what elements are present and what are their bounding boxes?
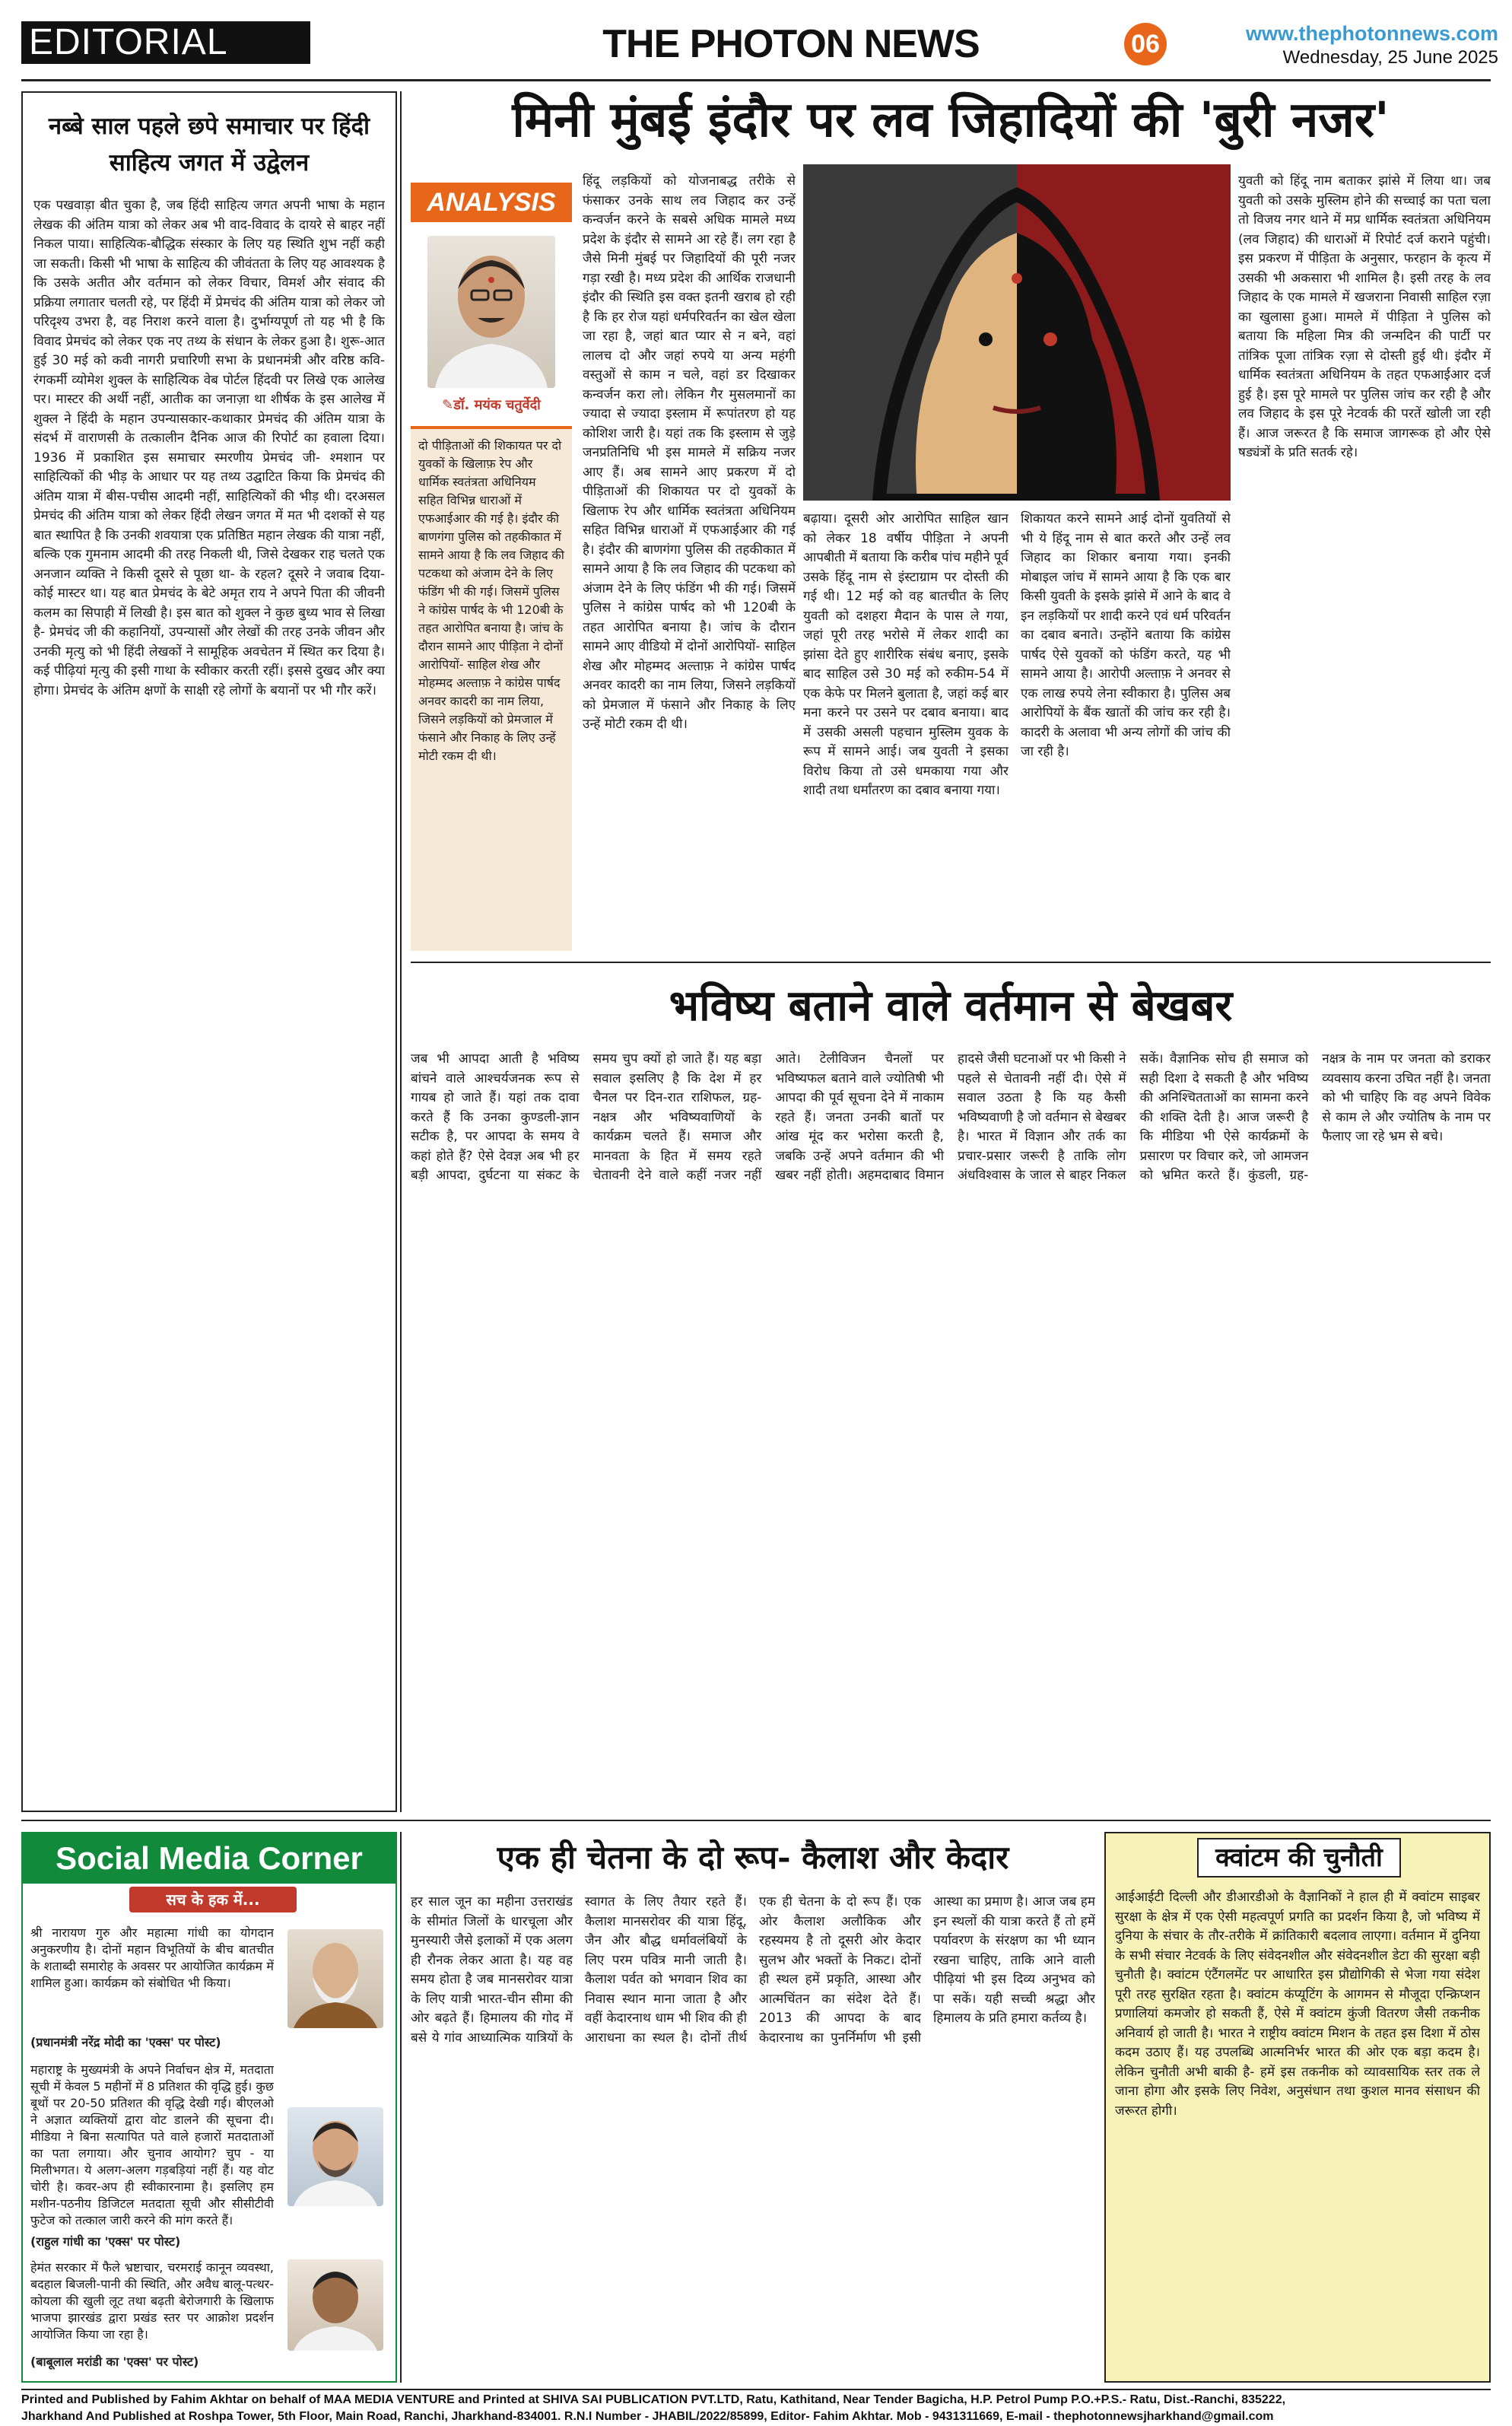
page-number-badge: 06: [1124, 23, 1167, 65]
social-post-2-credit: (राहुल गांधी का 'एक्स' पर पोस्ट): [30, 2234, 181, 2249]
masthead-rule: [21, 79, 1491, 81]
main-story-rule: [411, 962, 1491, 963]
section-label: EDITORIAL: [21, 21, 310, 64]
social-post-1-credit: (प्रधानमंत्री नरेंद्र मोदी का 'एक्स' पर पोस्ट): [30, 2035, 221, 2049]
bottom-left-divider: [400, 1832, 402, 2383]
main-story-col3: शिकायत करने सामने आई दोनों युवतियों से भी ये हिंदू नाम से बात करते और उन्हें लव जिहाद का शिकार बनाया गया। इनकी मोबाइल जांच में सामने आया है कि एक बार किसी युवती के इसके झांसे में आने के बाद वे इन लड़कियों पर शादी करने एवं धर्म परिवर्तन का दबाव बनाते। उन्होंने बताया कि कांग्रेस पार्षद ऐसे युवकों को फंडिंग करते, यह भी सामने आया है। आरोपी अल्ताफ़ ने अनवर से एक लाख रुपये लेना स्वीकारा है। पुलिस अब आरोपियों के बैंक खातों की जांच कर रही है। कादरी के अलावा भी अन्य लोगों की जांच की जा रही है।: [1021, 511, 1231, 759]
social-post-1: [30, 1925, 388, 2054]
avatar-modi: [287, 1929, 383, 2028]
main-story-col2: बढ़ाया। दूसरी ओर आरोपित साहिल खान को लेकर 18 वर्षीय पीड़िता ने अपनी आपबीती में बताया कि करीब पांच महीने पूर्व उसके हिंदू नाम से इंस्टाग्राम पर दोस्ती की गई थी। 12 मई को वह बातचीत के लिए युवती को दशहरा मैदान के पास ले गया, जहां पूरी तरह भरोसे में लेकर शादी का झांसा देते हुए शारीरिक संबंध बनाए, इसके बाद साहिल उसे 30 मई को रुकीम-54 में एक केफे पर मिलने बुलाता है, जहां कई बार मना करने पर उसने पर दबाव बनाया। बाद में उसकी असली पहचान मुस्लिम युवक के रूप में सामने आई। जब युवती ने इसका विरोध किया तो उसे धमकाया गया और शादी तथा धर्मांतरण का दबाव बनाया गया।: [803, 511, 1009, 798]
social-post-2-text: महाराष्ट्र के मुख्यमंत्री के अपने निर्वाचन क्षेत्र में, मतदाता सूची में केवल 5 महीनों में 8 प्रतिशत की वृद्धि हुई। कुछ बूथों पर 20-50 प्रतिशत की वृद्धि देखी गई। बीएलओ ने अज्ञात व्यक्तियों द्वारा वोट डालने की सूचना दी। मीडिया ने बिना सत्यापित पते वाले हजारों मतदाताओं का पता लगाया। और चुनाव आयोग? चुप - या मिलीभगत। ये अलग-अलग गड़बड़ियां नहीं हैं। यह वोट चोरी है। कवर-अप ही स्वीकारनामा है। इसलिए हम मशीन-पठनीय डिजिटल मतदाता सूची और सीसीटीवी फुटेज को तत्काल जारी करने की मांग करते हैं।: [30, 2062, 274, 2227]
imprint-line-1: Printed and Published by Fahim Akhtar on behalf of MAA MEDIA VENTURE and Printed at SHIVA SAI PUBLICATION PVT.LTD, Ratu, Kathitand, Near Tender Bagicha, H.P. Petrol Pump P.O.+P.S.- Ratu, Dist.-Ranchi, 835222,: [21, 2393, 1286, 2406]
left-divider: [400, 91, 402, 1812]
main-headline: मिनी मुंबई इंदौर पर लव जिहादियों की 'बुरी नजर': [512, 91, 1390, 148]
quantum-body: आईआईटी दिल्ली और डीआरडीओ के वैज्ञानिकों ने हाल ही में क्वांटम साइबर सुरक्षा के क्षेत्र में एक ऐसी महत्वपूर्ण प्रगति का प्रदर्शन किया है, जो भविष्य में दुनिया के संचार के तौर-तरीके में क्रांतिकारी बदलाव लाएगा। वर्तमान में दुनिया के सभी संचार नेटवर्क के लिए संवेदनशील और संवेदनशील डेटा की सुरक्षा बड़ी चुनौती है। क्वांटम एंटैंगलमेंट पर आधारित इस प्रौद्योगिकी से भेजा गया संदेश पूरी तरह सुरक्षित रहता है। क्वांटम कंप्यूटिंग के आगमन से मौजूदा एन्क्रिप्शन प्रणालियां कमजोर हो सकती हैं, ऐसे में क्वांटम कुंजी वितरण जैसी तकनीक अनिवार्य हो जाती है। भारत ने राष्ट्रीय क्वांटम मिशन के तहत इस दिशा में ठोस कदम उठाए हैं। यह उपलब्धि आत्मनिर्भर भारत की ओर एक बड़ा कदम है। लेकिन चुनौती अभी बाकी है- हमें इस तकनीक को व्यावसायिक स्तर तक ले जाना होगा और इसके लिए निवेश, अनुसंधान तथा कुशल मानव संसाधन की जरूरत होगी।: [1115, 1890, 1480, 2119]
future-headline: भविष्य बताने वाले वर्तमान से बेखबर: [669, 981, 1233, 1031]
issue-date: Wednesday, 25 June 2025: [1282, 47, 1498, 68]
avatar-rahul: [287, 2107, 383, 2206]
left-article: [21, 91, 397, 1812]
author-name: [411, 394, 572, 417]
lower-rule: [21, 1820, 1491, 1821]
pull-quote: दो पीड़िताओं की शिकायत पर दो युवकों के खिलाफ़ रेप और धार्मिक स्वतंत्रता अधिनियम सहित विभिन्न धाराओं में एफआईआर की गई है। इंदौर की बाणगंगा पुलिस को तहकीकात में सामने आया है कि लव जिहाद की पटकथा को अंजाम देने के लिए फंडिंग भी की गई। जिसमें पुलिस ने कांग्रेस पार्षद के भी 120बी के तहत आरोपित बनाया है। जांच के दौरान सामने आए पीड़िता ने दोनों आरोपियों- साहिल शेख और मोहम्मद अल्ताफ़ ने कांग्रेस पार्षद अनवर कादरी का नाम लिया, जिसने लड़कियों को प्रेमजाल में फंसाने और निकाह के लिए उन्हें मोटी रकम दी थी।: [411, 426, 572, 951]
main-story-col1: हिंदू लड़कियों को योजनाबद्ध तरीके से फंसाकर उनके साथ लव जिहाद कर उन्हें कन्वर्जन करने के सबसे अधिक मामले मध्य प्रदेश के इंदौर से सामने आ रहे हैं। लग रहा है जैसे मिनी मुंबई पर जिहादियों की पूरी नजर गड़ा रखी है। मध्य प्रदेश की आर्थिक राजधानी इंदौर की स्थिति इस वक्त इतनी खराब हो रही है कि हर रोज यहां धर्मपरिवर्तन का खेल खेला जा रहा है, जहां बात प्यार से न बने, वहां लालच दो और जहां रुपये या अन्य महंगी वस्तुओं से काम न चले, वहां डर दिखाकर कन्वर्जन करा लो। लेकिन गैर मुसलमानों का ज्यादा से ज्यादा इस्लाम में रूपांतरण हो यह कोशिश जारी है। यहां तक कि इस्लाम से जुड़े जनप्रतिनिधि भी इस मामले में सक्रिय नजर आए हैं। अब सामने आए प्रकरण में दो पीड़िताओं की शिकायत पर दो युवकों के खिलाफ रेप और धार्मिक स्वतंत्रता अधिनियम सहित विभिन्न धाराओं में एफआईआर की गई है। इंदौर की बाणगंगा पुलिस की तहकीकात में सामने आया है कि लव जिहाद की पटकथा को अंजाम देने के लिए फंडिंग भी की गई। जिसमें पुलिस ने कांग्रेस पार्षद को भी 120बी के तहत आरोपित बनाया है। जांच के दौरान सामने आए वीडियो में दोनों आरोपियों- साहिल शेख और मोहम्मद अल्ताफ़ ने कांग्रेस पार्षद अनवर कादरी का नाम लिया, जिसने लड़कियों को प्रेमजाल में फंसाने और निकाह के लिए उन्हें मोटी रकम दी थी।: [583, 173, 796, 732]
quantum-box: [1104, 1832, 1491, 2383]
social-post-2: [30, 2062, 388, 2252]
social-corner: [21, 1832, 397, 2383]
left-article-title: नब्बे साल पहले छपे समाचार पर हिंदी साहित्य जगत में उद्वेलन: [48, 113, 370, 176]
paper-logo: THE PHOTON NEWS: [602, 22, 980, 66]
social-corner-title: Social Media Corner: [23, 1833, 395, 1884]
author-name-text: डॉ. मयंक चतुर्वेदी: [453, 397, 541, 413]
masthead: [0, 0, 1512, 76]
main-illustration: [803, 164, 1231, 501]
social-corner-tagline: सच के हक में...: [129, 1887, 297, 1913]
social-post-1-text: श्री नारायण गुरु और महात्मा गांधी का योगदान अनुकरणीय है। दोनों महान विभूतियों के बीच बातचीत के शताब्दी समारोह के अवसर पर आयोजित कार्यक्रम में शामिल हुआ। कार्यक्रम को संबोधित भी किया।: [30, 1925, 274, 1990]
kedar-headline: एक ही चेतना के दो रूप- कैलाश और केदार: [497, 1839, 1009, 1876]
main-story-col4: युवती को हिंदू नाम बताकर झांसे में लिया था। जब युवती को उसके मुस्लिम होने की सच्चाई का पता चला तो विजय नगर थाने में मप्र धार्मिक स्वतंत्रता अधिनियम (लव जिहाद) की धाराओं में रिपोर्ट दर्ज कराने पहुंची। इस प्रकरण में पीड़िता के अनुसार, फरहान के कृत्य में उसकी भी अकसारा भी शामिल है। इसी तरह के लव जिहाद के एक मामले में खजराना निवासी साहिल रज़ा का खुलासा हुआ। मामले में पीड़िता ने पुलिस को बताया कि महिला मित्र की जन्मदिन की पार्टी पर तांत्रिक पूजा तांत्रिक रज़ा से दोस्ती हुई थी। इंदौर में धार्मिक स्वतंत्रता अधिनियम के तहत एफआईआर दर्ज हुई है। इस पूरे मामले पर पुलिस जांच कर रही है और लव जिहाद के इस पूरे नेटवर्क की परतें खोली जा रही हैं। आज जरूरत है कि समाज जागरूक हो और ऐसे षड्यंत्रों के प्रति सतर्क रहे।: [1238, 173, 1491, 460]
quantum-headline: क्वांटम की चुनौती: [1197, 1838, 1401, 1878]
social-post-3: [30, 2259, 388, 2374]
avatar-marandi: [287, 2259, 383, 2351]
footer-rule: [21, 2389, 1491, 2390]
kedar-body: हर साल जून का महीना उत्तराखंड के सीमांत जिलों के धारचूला और मुनस्यारी जैसे इलाकों में एक अलग ही रौनक लेकर आता है। यह वह समय होता है जब मानसरोवर यात्रा के लिए यात्री भारत-चीन सीमा की ओर बढ़ते हैं। हिमालय की गोद में बसे ये गांव आध्यात्मिक यात्रियों के स्वागत के लिए तैयार रहते हैं। कैलाश मानसरोवर की यात्रा हिंदू, जैन और बौद्ध धर्मावलंबियों के लिए परम पवित्र मानी जाती है। कैलाश पर्वत को भगवान शिव का निवास स्थान माना जाता है और वहीं केदारनाथ धाम भी शिव की ही आराधना का स्थल है। दोनों तीर्थ एक ही चेतना के दो रूप हैं। एक ओर कैलाश अलौकिक और रहस्यमय है तो दूसरी ओर केदार सुलभ और भक्तों के निकट। दोनों ही स्थल हमें प्रकृति, आस्था और आत्मचिंतन का संदेश देते हैं। 2013 की आपदा के बाद केदारनाथ का पुनर्निर्माण भी इसी आस्था का प्रमाण है। आज जब हम इन स्थलों की यात्रा करते हैं तो हमें पर्यावरण के संरक्षण का भी ध्यान रखना चाहिए, ताकि आने वाली पीढ़ियां भी इस दिव्य अनुभव को पा सकें। यही सच्ची श्रद्धा और हिमालय के प्रति हमारा कर्तव्य है।: [411, 1894, 1095, 2046]
social-post-3-text: हेमंत सरकार में फैले भ्रष्टाचार, चरमराई कानून व्यवस्था, बदहाल बिजली-पानी की स्थिति, और अवैध बालू-पत्थर-कोयला की खुली लूट तथा बढ़ती बेरोजगारी के खिलाफ भाजपा झारखंड द्वारा प्रखंड स्तर पर आक्रोश प्रदर्शन आयोजित किया जा रहा है।: [30, 2260, 274, 2342]
author-photo: [427, 236, 555, 388]
imprint-line-2: Jharkhand And Published at Roshpa Tower, 5th Floor, Main Road, Ranchi, Jharkhand-834001. R.N.I Number - JHABIL/2022/85899, Editor- Fahim Akhtar. Mob - 9431311669, E-mail - thephotonnewsjharkhand@gmail.com: [21, 2410, 1274, 2423]
future-body: जब भी आपदा आती है भविष्य बांचने वाले आश्चर्यजनक रूप से गायब हो जाते हैं। यहां तक दावा करते हैं कि उनका कुण्डली-ज्ञान सटीक है, पर आपदा के समय वे कहां होते हैं? ऐसे देवज्ञ अब भी हर बड़ी आपदा, दुर्घटना या संकट के समय चुप क्यों हो जाते हैं। यह बड़ा सवाल इसलिए है कि देश में हर चैनल पर दिन-रात राशिफल, ग्रह-नक्षत्र और भविष्यवाणियों के कार्यक्रम चलते हैं। समाज और मानवता के हित में समय रहते चेतावनी देने वाले कहीं नजर नहीं आते। टेलीविजन चैनलों पर भविष्यफल बताने वाले ज्योतिषी भी आपदा की पूर्व सूचना देने में नाकाम रहते हैं। जनता उनकी बातों पर आंख मूंद कर भरोसा करती है, जबकि उन्हें अपने वर्तमान की भी खबर नहीं होती। अहमदाबाद विमान हादसे जैसी घटनाओं पर भी किसी ने पहले से चेतावनी नहीं दी। ऐसे में सवाल उठता है कि यह कैसी भविष्यवाणी है जो वर्तमान से बेखबर है। भारत में विज्ञान और तर्क का प्रचार-प्रसार जरूरी है ताकि लोग अंधविश्वास के जाल से बाहर निकल सकें। वैज्ञानिक सोच ही समाज को सही दिशा दे सकती है और भविष्य की अनिश्चितताओं का सामना करने की शक्ति देती है। आज जरूरी है कि मीडिया भी ऐसे कार्यक्रमों के प्रसारण पर विचार करे, जो आमजन को भ्रमित करते हैं। कुंडली, ग्रह-नक्षत्र के नाम पर जनता को डराकर व्यवसाय करना उचित नहीं है। जनता को भी चाहिए कि वह अपने विवेक से काम ले और ज्योतिष के नाम पर फैलाए जा रहे भ्रम से बचे।: [411, 1051, 1491, 1183]
analysis-label: ANALYSIS: [411, 183, 572, 222]
pen-icon: ✎: [442, 397, 454, 413]
left-article-body: एक पखवाड़ा बीत चुका है, जब हिंदी साहित्य जगत अपनी भाषा के महान लेखक की अंतिम यात्रा को लेकर अब भी वाद-विवाद के दायरे से बाहर नहीं निकल पाया। साहित्यिक-बौद्धिक संस्कार के लिए यह स्थिति शुभ नहीं कही जा सकती। किसी भी भाषा के साहित्य की जीवंतता के लिए यह आवश्यक है कि उसके अतीत और वर्तमान को लेकर विचार, विमर्श और संवाद की प्रक्रिया लगातार चलती रहे, पर हिंदी में प्रेमचंद की अंतिम यात्रा को लेकर जो परिदृश्य उभरा है, वह निराश करने वाला है। दुर्भाग्यपूर्ण तो यह भी है कि विवाद प्रेमचंद को लेकर एक नए तथ्य के संधान के लेकर हुआ है। शुरू-आत हुई 30 मई को कवी नागरी प्रचारिणी सभा के प्रधानमंत्री और वरिष्ठ कवि-रंगकर्मी व्योमेश शुक्ल के साहित्यिक वेब पोर्टल हिंदवी पर लिखे एक आलेख पर। मास्टर की अर्थी नहीं, आतीक का जनाज़ा था शीर्षक के इस आलेख में शुक्ल ने हिंदी के महान उपन्यासकार-कथाकार प्रेमचंद की अंतिम यात्रा के संदर्भ में वाराणसी के तत्कालीन दैनिक आज की रिपोर्ट का हवाला दिया। 1936 में प्रकाशित इस समाचार स्मरणीय प्रेमचंद जी- श्मशान पर साहित्यिकों की भीड़ के आधार पर यह तथ्य उद्घाटित किया कि प्रेमचंद की अंतिम यात्रा में बीस-पचीस आदमी नहीं, साहित्यिकों की भीड़ थी। दरअसल प्रेमचंद की अंतिम यात्रा को लेकर हिंदी लेखन जगत में मत भी दशकों से यह बात स्थापित है कि उनकी शवयात्रा एक प्रतिष्ठित महान लेखक की यात्रा नहीं, बल्कि एक गुमनाम आदमी की तरह निकली थी, जिसे देखकर राह चलते एक अनजान व्यक्ति ने किसी दूसरे से पूछा था- के रहल? दूसरे ने जवाब दिया- कोई मास्टर था। यह बात प्रेमचंद के बेटे अमृत राय ने अपने पिता की जीवनी कलम का सिपाही में लिखी है। इस बात को शुक्ल ने कुछ बुध्य भाव से लिखा है- प्रेमचंद जी की कहानियों, उपन्यासों और लेखों की तरह उनके जीवन और उनकी मृत्यु को भी हिंदी लेखकों ने सामूहिक अवचेतन में स्थित कर दिया है। कई पीढ़ियां मृत्यु की इसी गाथा के स्वीकार करती रहीं। इससे दुखद और क्या होगा। प्रेमचंद के अंतिम क्षणों के साक्षी रहे लोगों के बयानों पर भी गौर करें।: [33, 198, 385, 698]
website-link[interactable]: www.thephotonnews.com: [1245, 22, 1498, 45]
analysis-box: [411, 183, 572, 951]
social-post-3-credit: (बाबूलाल मरांडी का 'एक्स' पर पोस्ट): [30, 2354, 199, 2369]
